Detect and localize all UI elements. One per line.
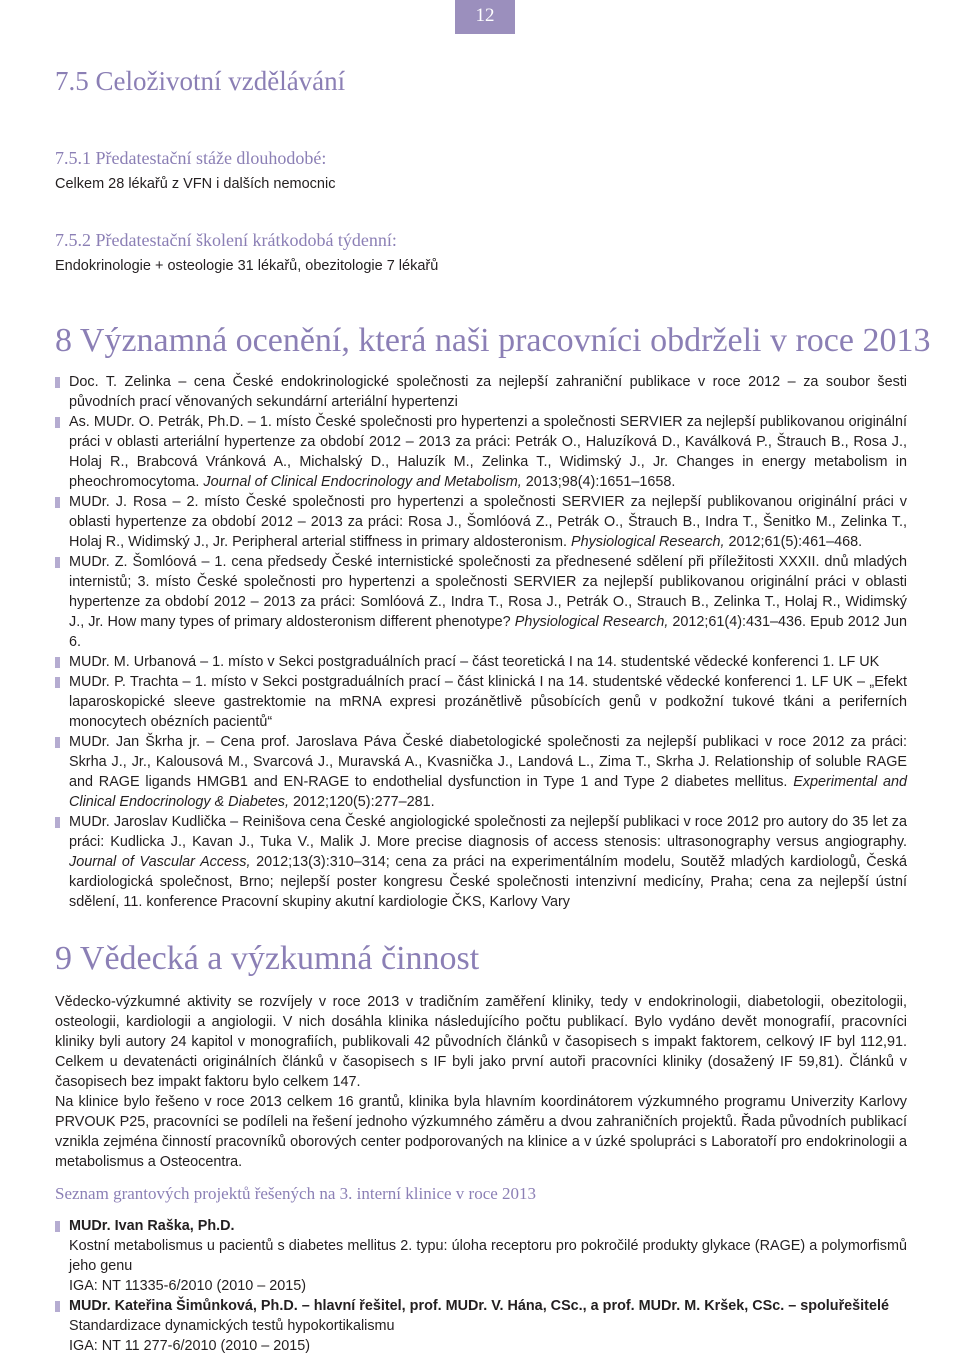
award-item bbox=[55, 492, 907, 552]
award-citation: 2012;61(4):431–436. Epub 2012 Jun 6. bbox=[69, 614, 907, 650]
award-item bbox=[55, 652, 907, 672]
research-summary bbox=[55, 992, 907, 1172]
grant-title: Kostní metabolismus u pacientů s diabetes mellitus 2. typu: úloha receptoru pro pokročilé produkty glykace (RAGE) a polymorfismů jeho genu bbox=[69, 1238, 907, 1274]
grants-list bbox=[55, 1216, 907, 1356]
award-item bbox=[55, 732, 907, 812]
award-text: MUDr. M. Urbanová – 1. místo v Sekci postgraduálních prací – část teoretická I na 14. studentské vědecké konferenci 1. LF UK bbox=[69, 654, 880, 670]
section-9-heading: 9 Vědecká a výzkumná činnost bbox=[55, 940, 480, 977]
journal-name: Journal of Vascular Access, bbox=[69, 854, 251, 870]
award-item bbox=[55, 812, 907, 912]
award-text: MUDr. Jan Škrha jr. – Cena prof. Jaroslava Páva České diabetologické společnosti za nejlepší publikaci v roce 2012 za práci: Skrha J., Jr., Kalousová M., Svarcová J., Muravská A., Kvasnička J., Landová L., Zima T., Skrha J. Relationship of soluble RAGE and RAGE ligands HMGB1 and EN-RAGE to endothelial dysfunction in Type 1 and Type 2 diabetes mellitus. bbox=[69, 734, 907, 790]
grant-item bbox=[55, 1216, 907, 1296]
award-text: MUDr. P. Trachta – 1. místo v Sekci postgraduálních prací – část klinická I na 14. studentské vědecké konferenci 1. LF UK – „Efekt laparoskopické sleeve gastrektomie na mRNA expresi prozánětlivě působících genů v podkožní tukové tkáni a periferních monocytech obézních pacientů“ bbox=[69, 674, 907, 730]
section-7-5-1-text: Celkem 28 lékařů z VFN i dalších nemocnic bbox=[55, 176, 336, 192]
award-citation: 2012;61(5):461–468. bbox=[724, 534, 863, 550]
award-item bbox=[55, 412, 907, 492]
page-number-tab bbox=[455, 0, 515, 34]
journal-name: Physiological Research, bbox=[514, 614, 669, 630]
grant-title: Standardizace dynamických testů hypokortikalismu bbox=[69, 1318, 395, 1334]
section-8-heading: 8 Významná ocenění, která naši pracovníci obdrželi v roce 2013 bbox=[55, 322, 931, 359]
journal-name: Physiological Research, bbox=[570, 534, 725, 550]
grant-investigator: MUDr. Kateřina Šimůnková, Ph.D. – hlavní řešitel, prof. MUDr. V. Hána, CSc., a prof. MUDr. M. Kršek, CSc. – spoluřešitelé bbox=[69, 1298, 889, 1314]
award-citation: 2012;13(3):310–314; cena za práci na experimentálním modelu, Soutěž mladých kardiologů, Česká kardiologická společnost, Brno; nejlepší poster kongresu České společnosti intenzivní medicíny, Praha; cena za nejlepší ústní sdělení, 11. konference Pracovní skupiny akutní kardiologie ČKS, Karlovy Vary bbox=[69, 854, 907, 910]
grant-item bbox=[55, 1296, 907, 1356]
award-text: MUDr. Z. Šomlóová – 1. cena předsedy České internistické společnosti za přednesené sdělení při příležitosti XXXII. dnů mladých internistů; 3. místo České společnosti pro hypertenzi a společnosti SERVIER za nejlepší publikovanou originální práci v oblasti hypertenze za období 2012 – 2013 za práci: Somlóová Z., Indra T., Rosa J., Petrák O., Strauch B., Zelinka T., Holaj R., Widimský J., Jr. How many types of primary aldosteronism different phenotype? bbox=[69, 554, 907, 630]
award-text: As. MUDr. O. Petrák, Ph.D. – 1. místo České společnosti pro hypertenzi a společnosti SERVIER za nejlepší publikovanou originální práci v oblasti arteriální hypertenze za období 2012 – 2013 za práci: Petrák O., Haluzíková D., Kaválková P., Štrauch B., Rosa J., Holaj R., Brabcová Vránková A., Michalský D., Haluzík M., Zelinka T., Widimský J., Jr. Changes in energy metabolism in pheochromocytoma. bbox=[69, 414, 907, 490]
awards-list bbox=[55, 372, 907, 912]
page-number: 12 bbox=[475, 5, 495, 26]
award-item bbox=[55, 372, 907, 412]
grant-code: IGA: NT 11 277-6/2010 (2010 – 2015) bbox=[69, 1338, 311, 1354]
award-citation: 2013;98(4):1651–1658. bbox=[521, 474, 676, 490]
journal-name: Experimental and Clinical Endocrinology & Diabetes, bbox=[69, 774, 907, 810]
research-paragraph-1: Vědecko-výzkumné aktivity se rozvíjely v roce 2013 v tradičním zaměření kliniky, tedy v endokrinologii, diabetologii, obezitologii, osteologii, kardiologii a angiologii. V nich dosáhla klinika následujícího počtu publikací. Bylo vydáno devět monografií, pracovníci kliniky byli autory 24 kapitol v monografiích, publikovali 42 původních článků v časopisech s impakt faktorem, celkový IF byl 112,91. Celkem u devatenácti originálních článků v časopisech s IF byli jako první autoři pracovníci kliniky (dosažený IF 59,81). Článků v časopisech bez impakt faktoru bylo celkem 147. bbox=[55, 994, 907, 1090]
award-item bbox=[55, 552, 907, 652]
journal-name: Journal of Clinical Endocrinology and Metabolism, bbox=[203, 474, 522, 490]
award-text: MUDr. J. Rosa – 2. místo České společnosti pro hypertenzi a společnosti SERVIER za nejlepší publikovanou originální práci v oblasti hypertenze za období 2012 – 2013 za práci: Rosa J., Šomlóová Z., Petrák O., Štrauch B., Indra T., Šenitko M., Zelinka T., Holaj R., Widimský J., Jr. Peripheral arterial stiffness in primary aldosteronism. bbox=[69, 494, 907, 550]
grant-investigator: MUDr. Ivan Raška, Ph.D. bbox=[69, 1218, 235, 1234]
research-paragraph-2: Na klinice bylo řešeno v roce 2013 celkem 16 grantů, klinika byla hlavním koordinátorem výzkumného programu Univerzity Karlovy PRVOUK P25, pracovníci se podíleli na řešení jednoho výzkumného záměru a dvou zahraničních projektů. Řada původních publikací vznikla zejména činností pracovníků oborových center podporovaných na klinice a v úzké spolupráci s Laboratoří pro endokrinologii a metabolismus a Osteocentra. bbox=[55, 1094, 907, 1170]
section-7-5-2-heading: 7.5.2 Předatestační školení krátkodobá týdenní: bbox=[55, 230, 397, 250]
award-text: Doc. T. Zelinka – cena České endokrinologické společnosti za nejlepší zahraniční publikace v roce 2012 – za soubor šesti původních prací věnovaných sekundární arteriální hypertenzi bbox=[69, 374, 907, 410]
award-citation: 2012;120(5):277–281. bbox=[288, 794, 435, 810]
grants-heading: Seznam grantových projektů řešených na 3. interní klinice v roce 2013 bbox=[55, 1184, 537, 1203]
section-7-5-1-heading: 7.5.1 Předatestační stáže dlouhodobé: bbox=[55, 148, 327, 168]
award-item bbox=[55, 672, 907, 732]
award-text: MUDr. Jaroslav Kudlička – Reinišova cena České angiologické společnosti za nejlepší publikaci v roce 2012 pro autory do 35 let za práci: Kudlicka J., Kavan J., Tuka V., Malik J. More precise diagnosis of access stenosis: ultrasonography versus angiography. bbox=[69, 814, 907, 850]
section-7-5-heading: 7.5 Celoživotní vzdělávání bbox=[55, 66, 346, 96]
section-7-5-2-text: Endokrinologie + osteologie 31 lékařů, obezitologie 7 lékařů bbox=[55, 258, 439, 274]
grant-code: IGA: NT 11335-6/2010 (2010 – 2015) bbox=[69, 1278, 307, 1294]
